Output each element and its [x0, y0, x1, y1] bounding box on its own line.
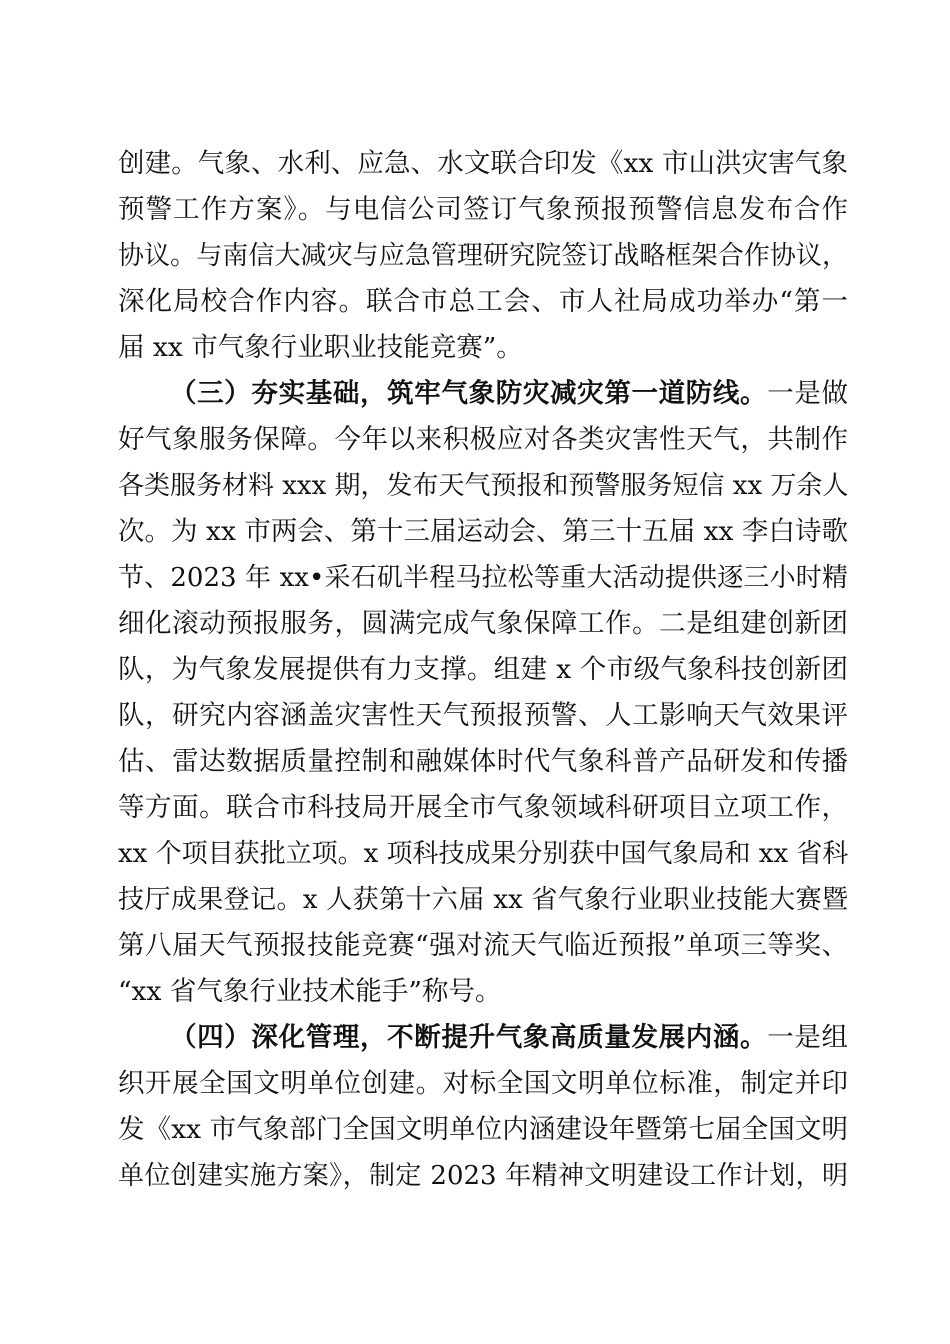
paragraph-line: 创建。气象、水利、应急、水文联合印发《xx 市山洪灾害气象 — [118, 148, 848, 179]
paragraph-line: 技厅成果登记。x 人获第十六届 xx 省气象行业职业技能大赛暨 — [118, 885, 848, 915]
paragraph-line: 次。为 xx 市两会、第十三届运动会、第三十五届 xx 李白诗歌 — [118, 516, 848, 547]
paragraph-line: 织开展全国文明单位创建。对标全国文明单位标准，制定并印 — [118, 1068, 848, 1099]
paragraph-line: 估、雷达数据质量控制和融媒体时代气象科普产品研发和传播 — [118, 746, 848, 777]
paragraph-line: 等方面。联合市科技局开展全市气象领域科研项目立项工作， — [118, 792, 848, 823]
section-3-heading: （三）夯实基础，筑牢气象防灾减灾第一道防线。 — [170, 378, 768, 409]
section-4-first-line — [170, 1018, 848, 1058]
section-3-first-line — [170, 374, 848, 414]
section-4-first-line-rest: 一是组 — [767, 1022, 849, 1053]
paragraph-line: 各类服务材料 xxx 期，发布天气预报和预警服务短信 xx 万余人 — [118, 471, 849, 501]
paragraph-line: 细化滚动预报服务，圆满完成气象保障工作。二是组建创新团 — [118, 608, 848, 639]
paragraph-line: 预警工作方案》。与电信公司签订气象预报预警信息发布合作 — [118, 194, 848, 225]
paragraph-line: “xx 省气象行业技术能手”称号。 — [118, 976, 502, 1007]
paragraph-line: 深化局校合作内容。联合市总工会、市人社局成功举办“第一 — [118, 286, 848, 317]
paragraph-line: 协议。与南信大减灾与应急管理研究院签订战略框架合作协议， — [118, 241, 848, 271]
paragraph-line: 好气象服务保障。今年以来积极应对各类灾害性天气，共制作 — [118, 424, 848, 455]
paragraph-line: 单位创建实施方案》，制定 2023 年精神文明建设工作计划，明 — [118, 1161, 848, 1191]
paragraph-line: xx 个项目获批立项。x 项科技成果分别获中国气象局和 xx 省科 — [118, 839, 849, 869]
section-3-first-line-rest: 一是做 — [767, 378, 849, 409]
paragraph-line: 队，研究内容涵盖灾害性天气预报预警、人工影响天气效果评 — [118, 700, 848, 731]
paragraph-line: 届 xx 市气象行业职业技能竞赛”。 — [118, 332, 523, 363]
paragraph-line: 节、2023 年 xx•采石矶半程马拉松等重大活动提供逐三小时精 — [118, 563, 848, 593]
paragraph-line: 发《xx 市气象部门全国文明单位内涵建设年暨第七届全国文明 — [118, 1114, 848, 1145]
section-4-heading: （四）深化管理，不断提升气象高质量发展内涵。 — [170, 1022, 768, 1053]
paragraph-line: 第八届天气预报技能竞赛“强对流天气临近预报”单项三等奖、 — [118, 930, 848, 961]
paragraph-line: 队，为气象发展提供有力支撑。组建 x 个市级气象科技创新团 — [118, 654, 848, 685]
